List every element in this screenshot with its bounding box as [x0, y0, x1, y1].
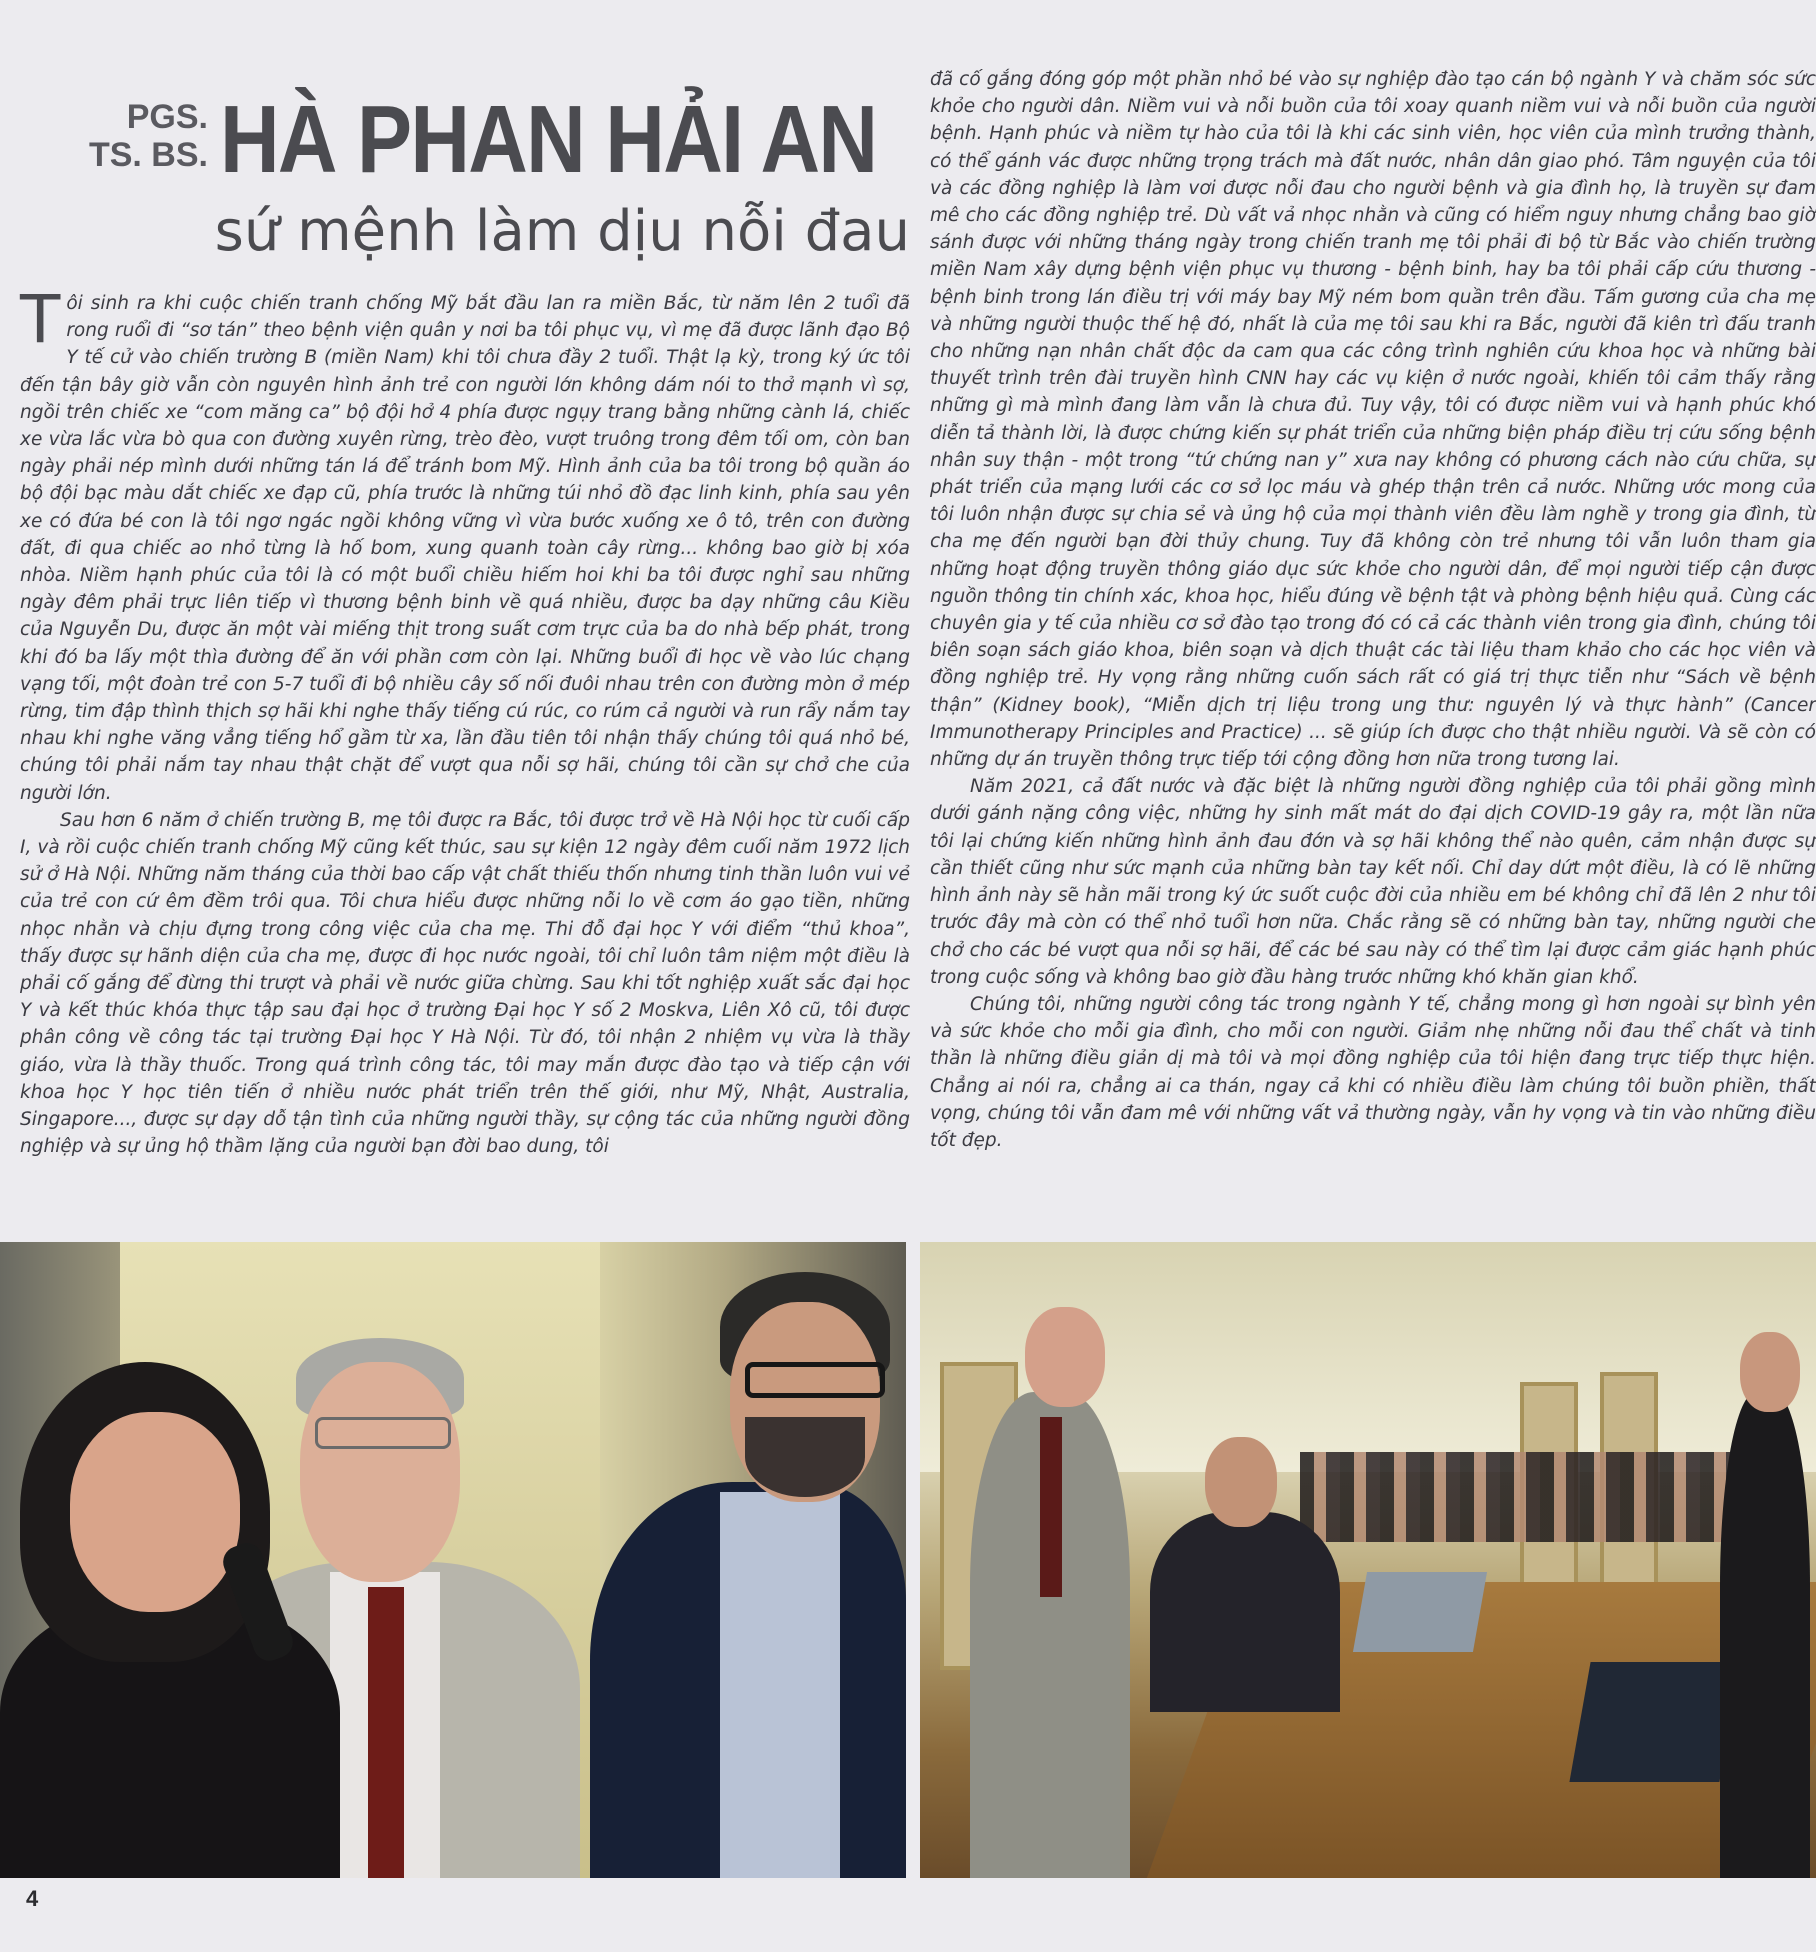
paragraph: đã cố gắng đóng góp một phần nhỏ bé vào sự nghiệp đào tạo cán bộ ngành Y và chăm sóc sức khỏe cho người dân. Niềm vui và nỗi buồn của tôi xoay quanh niềm vui và nỗi buồn của người bệnh. Hạnh phúc và niềm tự hào của tôi là khi các sinh viên, học viên của mình trưởng thành, có thể gánh vác được những trọng trách mà đất nước, nhân dân giao phó. Tâm nguyện của tôi và các đồng nghiệp là làm vơi được nỗi đau cho người bệnh và gia đình họ, là truyền sự đam mê cho các đồng nghiệp trẻ. Dù vất vả nhọc nhằn và cũng có hiểm nguy nhưng chẳng bao giờ sánh được với những tháng ngày trong chiến tranh mẹ tôi phải đi bộ từ Bắc vào chiến trường miền Nam xây dựng bệnh viện phục vụ thương - bệnh binh, hay ba tôi phải cấp cứu thương - bệnh binh trong lán điều trị với máy bay Mỹ ném bom quần trên đầu. Tấm gương của cha mẹ và những người thuộc thế hệ đó, nhất là của mẹ tôi sau khi ra Bắc, người đã kiên trì đấu tranh cho những nạn nhân chất độc da cam qua các công trình nghiên cứu khoa học và những bài thuyết trình trên đài truyền hình CNN hay các vụ kiện ở nước ngoài, khiến tôi cảm thấy rằng những gì mà mình đang làm vẫn là chưa đủ. Tuy vậy, tôi có được niềm vui và hạnh phúc khó diễn tả thành lời, là được chứng kiến sự phát triển của những biện pháp điều trị cứu sống bệnh nhân suy thận - một trong “tứ chứng nan y” xưa nay không có phương cách nào cứu chữa, sự phát triển của mạng lưới các cơ sở lọc máu và ghép thận trên cả nước. Những ước mong của tôi luôn nhận được sự chia sẻ và ủng hộ của mọi thành viên đều làm nghề y trong gia đình, từ cha mẹ đến người bạn đời thủy chung. Tuy đã không còn trẻ nhưng tôi vẫn luôn tham gia những hoạt động truyền thông giáo dục sức khỏe cho người dân, để mọi người tiếp cận được nguồn thông tin chính xác, khoa học, hiểu đúng về bệnh tật và phòng bệnh hiệu quả. Cùng các chuyên gia y tế của nhiều cơ sở đào tạo trong đó có cả các thành viên trong gia đình, chúng tôi biên soạn sách giáo khoa, biên soạn và dịch thuật các tài liệu tham khảo cho các học viên và đồng nghiệp trẻ. Hy vọng rằng những cuốn sách rất có giá trị thực tiễn như “Sách về bệnh thận” (Kidney book), “Miễn dịch trị liệu trong ung thư: nguyên lý và thực hành” (Cancer Immunotherapy Principles and Practice) ... sẽ giúp ích được cho thật nhiều người. Và sẽ còn có những dự án truyền thông trực tiếp tới cộng đồng hơn nữa trong tương lai.	[930, 69, 1816, 771]
paragraph-text: ôi sinh ra khi cuộc chiến tranh chống Mỹ bắt đầu lan ra miền Bắc, từ năm lên 2 tuổi đã rong ruổi đi “sơ tán” theo bệnh viện quân y nơi ba tôi phục vụ, vì mẹ đã được lãnh đạo Bộ Y tế cử vào chiến trường B (miền Nam) khi tôi chưa đầy 2 tuổi. Thật lạ kỳ, trong ký ức tôi đến tận bây giờ vẫn còn nguyên hình ảnh trẻ con người lớn không dám nói to thở mạnh vì sợ, ngồi trên chiếc xe “com măng ca” bộ đội hở 4 phía được ngụy trang bằng những cành lá, chiếc xe vừa lắc vừa bò qua con đường xuyên rừng, trèo đèo, vượt truông trong đêm tối om, còn ban ngày phải nép mình dưới những tán lá để tránh bom Mỹ. Hình ảnh của ba tôi trong bộ quần áo bộ đội bạc màu dắt chiếc xe đạp cũ, phía trước là những túi nhỏ đồ đạc linh kinh, phía sau yên xe có đứa bé con là tôi ngơ ngác ngồi không vững vì vừa bước xuống xe ô tô, trên con đường đất, đi qua chiếc ao nhỏ từng là hố bom, xung quanh toàn cây rừng... không bao giờ bị xóa nhòa. Niềm hạnh phúc của tôi là có một buổi chiều hiếm hoi khi ba tôi được nghỉ sau những ngày đêm phải trực liên tiếp vì thương bệnh binh về quá nhiều, được ba dạy những câu Kiều của Nguyễn Du, được ăn một vài miếng thịt trong suất cơm trực của ba do nhà bếp phát, trong khi đó ba lấy một thìa đường để ăn với phần cơm còn lại. Những buổi đi học về vào lúc chạng vạng tối, một đoàn trẻ con 5-7 tuổi đi bộ nhiều cây số nối đuôi nhau trên con đường mòn ở mép rừng, tim đập thình thịch sợ hãi khi nghe thấy tiếng cú rúc, co rúm cả người và run rẩy nắm tay nhau khi nghe văng vẳng tiếng hổ gầm từ xa, lần đầu tiên tôi nhận thấy chúng tôi quá nhỏ bé, chúng tôi phải nắm tay nhau thật chặt để vượt qua nỗi sợ hãi, chúng tôi cần sự chở che của người lớn.	[20, 293, 910, 804]
article-title-block	[80, 86, 910, 270]
man-bearded-shirt	[720, 1492, 840, 1878]
paragraph	[20, 281, 910, 807]
paragraph: Sau hơn 6 năm ở chiến trường B, mẹ tôi được ra Bắc, tôi được trở về Hà Nội học từ cuối cấp I, và rồi cuộc chiến tranh chống Mỹ cũng kết thúc, sau sự kiện 12 ngày đêm cuối năm 1972 lịch sử ở Hà Nội. Những năm tháng của thời bao cấp vật chất thiếu thốn nhưng tinh thần luôn vui vẻ của trẻ con cứ êm đềm trôi qua. Tôi chưa hiểu được những nỗi lo về cơm áo gạo tiền, những nhọc nhằn và chịu đựng trong công việc của cha mẹ. Thi đỗ đại học Y với điểm “thủ khoa”, thấy được sự hãnh diện của cha mẹ, được đi học nước ngoài, tôi chỉ luôn tâm niệm một điều là phải cố gắng để đừng thi trượt và phải về nước giữa chừng. Sau khi tốt nghiệp xuất sắc đại học Y và kết thúc khóa thực tập sau đại học ở trường Đại học Y số 2 Moskva, Liên Xô cũ, tôi được phân công về công tác tại trường Đại học Y Hà Nội. Từ đó, tôi nhận 2 nhiệm vụ vừa là thầy giáo, vừa là thầy thuốc. Trong quá trình công tác, tôi may mắn được đào tạo và tiếp cận với khoa học Y học tiên tiến ở nhiều nước phát triển trên thế giới, như Mỹ, Nhật, Australia, Singapore..., được sự dạy dỗ tận tình của những người thầy, sự cộng tác của những người đồng nghiệp và sự ủng hộ thầm lặng của người bạn đời bao dung, tôi	[20, 809, 910, 1158]
man-grey-tie	[368, 1587, 404, 1878]
man-bearded-beard	[745, 1417, 865, 1497]
paragraph: Chúng tôi, những người công tác trong ngành Y tế, chẳng mong gì hơn ngoài sự bình yên và sức khỏe cho mỗi gia đình, cho mỗi con người. Giảm nhẹ những nỗi đau thể chất và tinh thần là những điều giản dị mà tôi và mọi đồng nghiệp của tôi hiện đang trực tiếp thực hiện. Chẳng ai nói ra, chẳng ai ca thán, ngay cả khi có nhiều điều làm chúng tôi buồn phiền, thất vọng, chúng tôi vẫn đam mê với những vất vả thường ngày, vẫn hy vọng và tin vào những điều tốt đẹp.	[930, 993, 1816, 1151]
seated-man-body	[1150, 1512, 1340, 1712]
academic-titles	[80, 98, 208, 174]
woman-presenter-body	[1720, 1392, 1810, 1878]
man-grey-face	[300, 1362, 460, 1582]
honorific-line-1: PGS.	[126, 98, 208, 136]
woman-speaker-face	[70, 1412, 240, 1612]
laptop-icon	[1569, 1662, 1740, 1782]
standing-speaker-face	[1025, 1307, 1105, 1407]
article-title-name: HÀ PHAN HẢI AN	[220, 86, 877, 193]
honorific-line-2: TS. BS.	[88, 136, 208, 174]
standing-speaker-tie	[1040, 1417, 1062, 1597]
drop-cap: T	[20, 281, 61, 358]
audience-row	[1300, 1452, 1740, 1542]
glasses-icon	[745, 1362, 885, 1398]
article-subtitle: sứ mệnh làm dịu nỗi đau	[214, 199, 910, 264]
seated-man-face	[1205, 1437, 1277, 1527]
page-number: 4	[26, 1886, 39, 1911]
glasses-icon	[315, 1417, 451, 1449]
woman-presenter-face	[1740, 1332, 1800, 1412]
right-text-column	[930, 66, 1816, 1154]
photo-speakers-closeup	[0, 1242, 906, 1878]
photo-conference-room	[920, 1242, 1816, 1878]
left-text-column	[20, 281, 910, 1161]
laptop-icon	[1353, 1572, 1487, 1652]
paragraph: Năm 2021, cả đất nước và đặc biệt là những người đồng nghiệp của tôi phải gồng mình dưới gánh nặng công việc, những hy sinh mất mát do đại dịch COVID-19 gây ra, một lần nữa tôi lại chứng kiến những hình ảnh đau đớn và sợ hãi không thể nào quên, cảm nhận được sự cần thiết cũng như sức mạnh của những bàn tay kết nối. Chỉ day dứt một điều, là có lẽ những hình ảnh này sẽ hằn mãi trong ký ức suốt cuộc đời của nhiều em bé không chỉ đã lên 2 như tôi trước đây mà còn có thể nhỏ tuổi hơn nữa. Chắc rằng sẽ có những bàn tay, những người che chở cho các bé vượt qua nỗi sợ hãi, để các bé sau này có thể tìm lại được cảm giác hạnh phúc trong cuộc sống và không bao giờ đầu hàng trước những khó khăn gian khổ.	[930, 776, 1816, 988]
